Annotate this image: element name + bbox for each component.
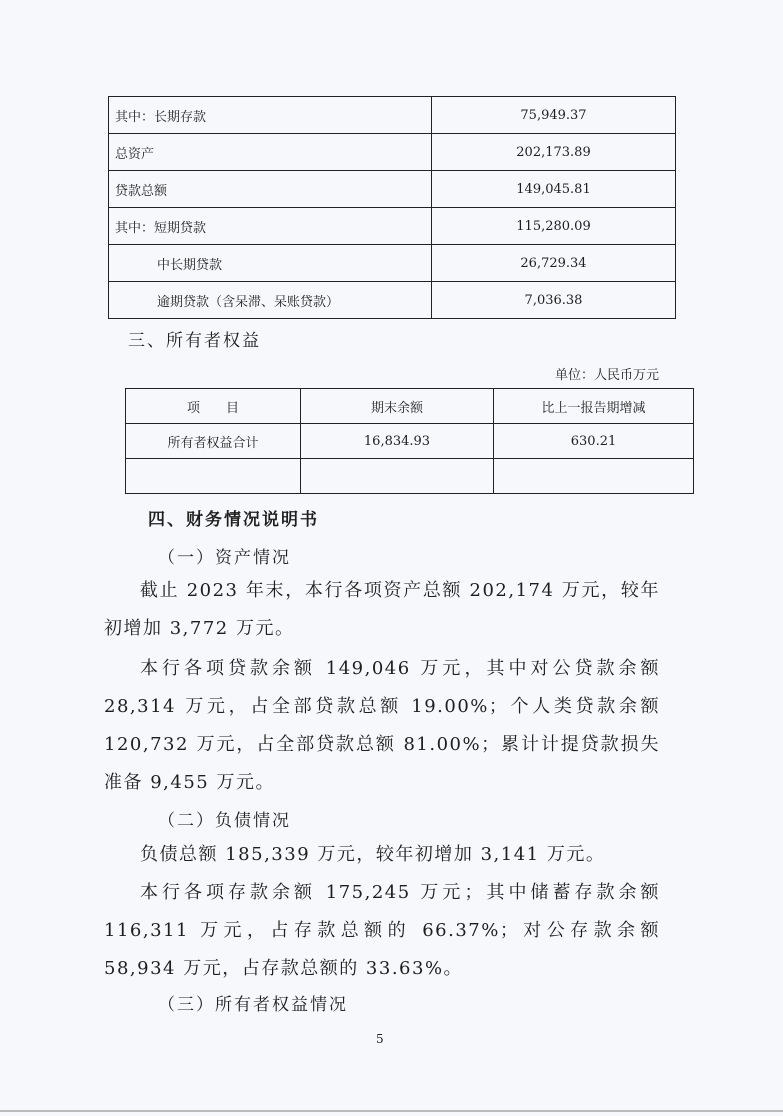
- paragraph-liabilities: 负债总额 185,339 万元，较年初增加 3,141 万元。: [140, 844, 606, 865]
- row-label: 总资产: [109, 134, 432, 171]
- row-value: 7,036.38: [432, 282, 676, 319]
- table-row: [126, 424, 694, 459]
- table-row: [109, 282, 676, 319]
- paragraph-deposits: 本行各项存款余额 175,245 万元；其中储蓄存款余额 116,311 万元，占存款总额的 66.37%；对公存款余额 58,934 万元，占存款总额的 33.63%。: [104, 882, 660, 979]
- table-row: [109, 134, 676, 171]
- table-cell: 630.21: [494, 424, 694, 459]
- column-header: 期末余额: [301, 389, 494, 424]
- subheading-liabilities: （二）负债情况: [158, 811, 291, 831]
- scan-edge-line: [0, 1110, 783, 1112]
- table-row: [109, 208, 676, 245]
- table-cell: [301, 459, 494, 494]
- column-header: 比上一报告期增减: [494, 389, 694, 424]
- row-value: 149,045.81: [432, 171, 676, 208]
- table-row: [109, 245, 676, 282]
- balance-table: [108, 96, 676, 319]
- table-cell: [126, 459, 301, 494]
- row-label: 其中：长期存款: [109, 97, 432, 134]
- row-value: 202,173.89: [432, 134, 676, 171]
- section-heading-financial: 四、财务情况说明书: [148, 510, 319, 530]
- table-row: [109, 171, 676, 208]
- row-label: 其中：短期贷款: [109, 208, 432, 245]
- column-header: 项 目: [126, 389, 301, 424]
- page-number: 5: [376, 1032, 384, 1046]
- subheading-equity: （三）所有者权益情况: [158, 995, 348, 1015]
- row-label: 逾期贷款（含呆滞、呆账贷款）: [109, 282, 432, 319]
- row-label: 贷款总额: [109, 171, 432, 208]
- row-value: 26,729.34: [432, 245, 676, 282]
- section-heading-equity: 三、所有者权益: [128, 331, 261, 351]
- subheading-assets: （一）资产情况: [158, 548, 291, 568]
- row-value: 75,949.37: [432, 97, 676, 134]
- table-cell: 所有者权益合计: [126, 424, 301, 459]
- table-cell: [494, 459, 694, 494]
- table-row: [109, 97, 676, 134]
- row-label: 中长期贷款: [109, 245, 432, 282]
- table-header-row: [126, 389, 694, 424]
- equity-table: [125, 388, 694, 494]
- table-row-empty: [126, 459, 694, 494]
- paragraph-loans: 本行各项贷款余额 149,046 万元，其中对公贷款余额 28,314 万元，占全部贷款总额 19.00%；个人类贷款余额 120,732 万元，占全部贷款总额 81.00%；累计计提贷款损失准备 9,455 万元。: [104, 658, 660, 793]
- row-value: 115,280.09: [432, 208, 676, 245]
- paragraph-assets: 截止 2023 年末，本行各项资产总额 202,174 万元，较年初增加 3,772 万元。: [104, 580, 660, 639]
- unit-label: 单位：人民币万元: [554, 368, 659, 383]
- table-cell: 16,834.93: [301, 424, 494, 459]
